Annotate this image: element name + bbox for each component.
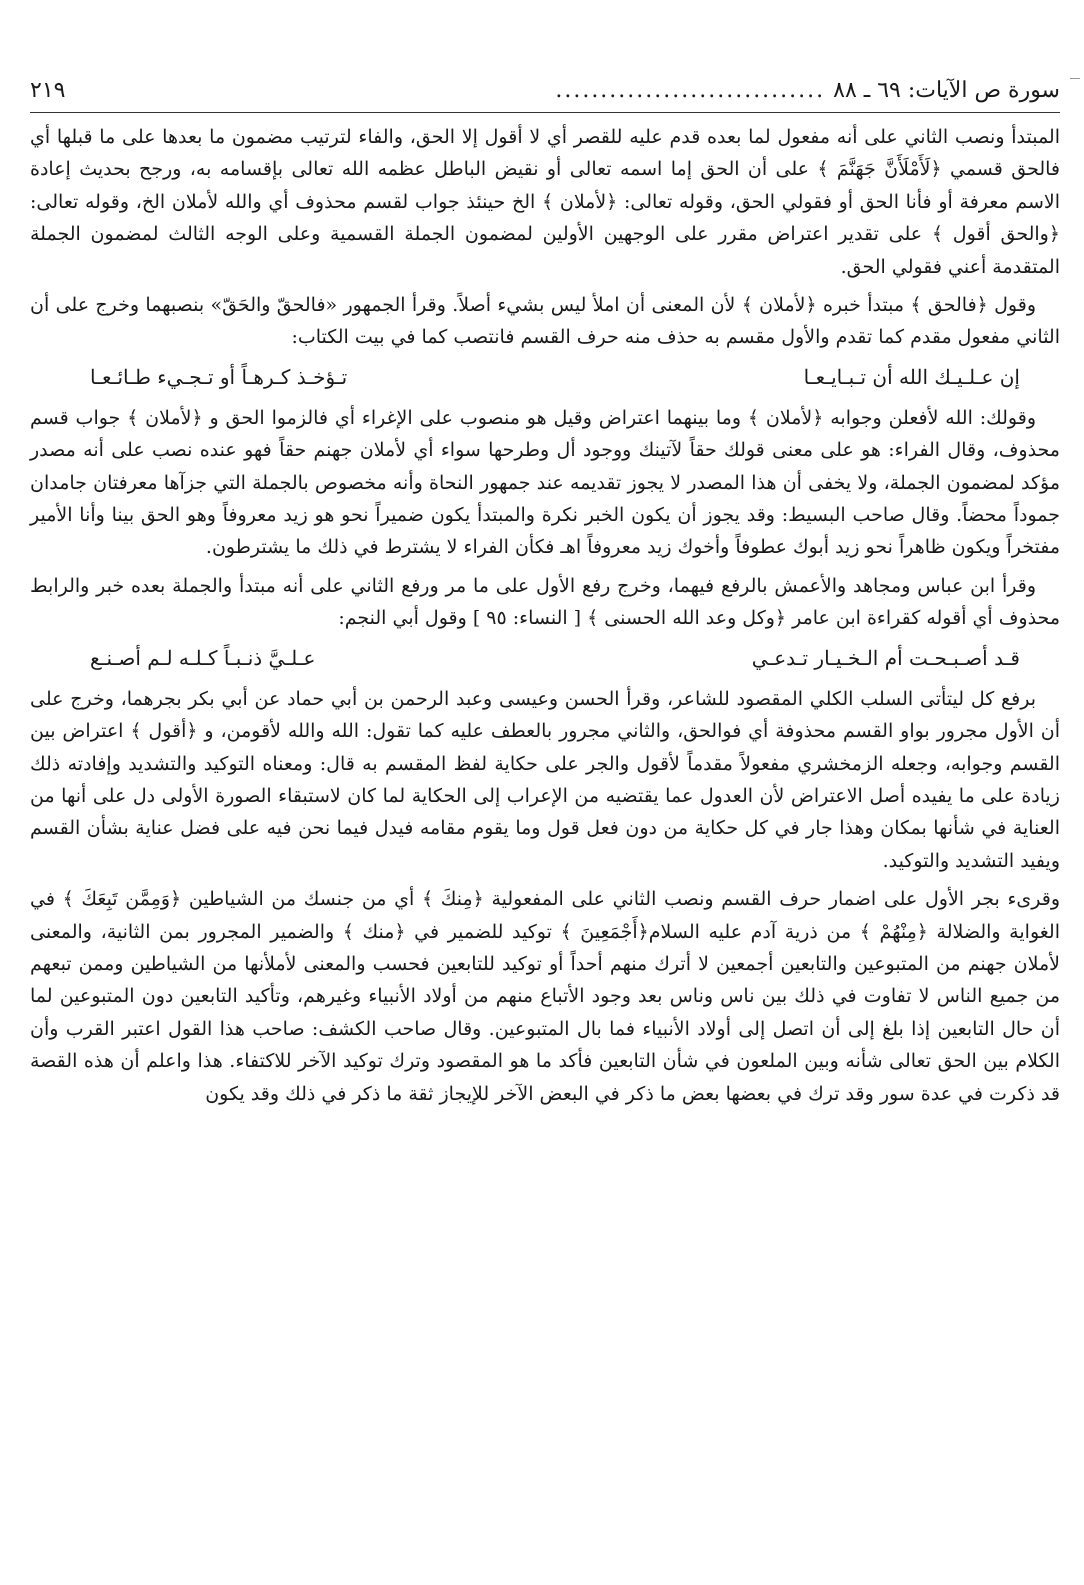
poetry-verse-2 <box>30 641 1060 675</box>
page-number: ٢١٩ <box>30 78 66 103</box>
paragraph-2: وقول ﴿فالحق ﴾ مبتدأ خبره ﴿لأملان ﴾ لأن المعنى أن املأ ليس بشيء أصلاً. وقرأ الجمهور «فالحقّ والحَقّ» بنصبهما وخرج على أن الثاني مفعول مقدم كما تقدم والأول مقسم به حذف منه حرف القسم فانتصب كما في بيت الكتاب: <box>30 294 1060 349</box>
paragraph-1: المبتدأ ونصب الثاني على أنه مفعول لما بعده قدم عليه للقصر أي لا أقول إلا الحق، والفاء لترتيب مضمون ما بعدها على ما قبلها أي فالحق قسمي ﴿لَأَمْلَأَنَّ جَهَنَّمَ ﴾ على أن الحق إما اسمه تعالى أو نقيض الباطل عظمه الله تعالى بإقسامه به، ورجح بحديث إعادة الاسم معرفة أو فأنا الحق أو فقولي الحق، وقوله تعالى: ﴿لأملان ﴾ الخ حينئذ جواب لقسم محذوف أي والله لأملان الخ، وقوله تعالى: ﴿والحق أقول ﴾ على تقدير اعتراض مقرر على الوجهين الأولين لمضمون الجملة القسمية وعلى الوجه الثالث لمضمون الجملة المتقدمة أعني فقولي الحق. <box>30 126 1060 278</box>
paragraph-3: وقولك: الله لأفعلن وجوابه ﴿لأملان ﴾ وما بينهما اعتراض وقيل هو منصوب على الإغراء أي فالزموا الحق و ﴿لأملان ﴾ جواب قسم محذوف، وقال الفراء: هو على معنى قولك حقاً لآتينك ووجود أل وطرحها سواء أي لأملان جهنم حقاً فهو عنده نصب على أنه مصدر مؤكد لمضمون الجملة، ولا يخفى أن هذا المصدر لا يجوز تقديمه عند جمهور النحاة وأنه مخصوص بالجملة التي جزآها معرفتان جامدان جموداً محضاً. وقال صاحب البسيط: وقد يجوز أن يكون الخبر نكرة والمبتدأ يكون ضميراً نحو هو زيد معروفاً وهو الحق بينا وأنا الأمير مفتخراً ويكون ظاهراً نحو زيد أبوك عطوفاً وأخوك زيد معروفاً اهـ فكأن الفراء لا يشترط في ذلك ما يشترطون. <box>30 406 1060 559</box>
paragraph-4: وقرأ ابن عباس ومجاهد والأعمش بالرفع فيهما، وخرج رفع الأول على ما مر ورفع الثاني على أنه مبتدأ والجملة بعده خبر والرابط محذوف أي أقوله كقراءة ابن عامر ﴿وكل وعد الله الحسنى ﴾ [ النساء: ٩٥ ] وقول أبي النجم: <box>30 574 1060 630</box>
paragraph-5: برفع كل ليتأتى السلب الكلي المقصود للشاعر، وقرأ الحسن وعيسى وعبد الرحمن بن أبي حماد عن أبي بكر بجرهما، وخرج على أن الأول مجرور بواو القسم محذوفة أي فوالحق، والثاني مجرور بالعطف عليه كما تقول: الله والله لأقومن، و ﴿أقول ﴾ اعتراض بين القسم وجوابه، وجعله الزمخشري مفعولاً مقدماً لأقول والجر على حكاية لفظ المقسم به قال: ومعناه التوكيد والتشديد وإفادته ذلك زيادة على ما يفيده أصل الاعتراض لأن العدول عما يقتضيه من الإعراب إلى الحكاية لما كان لاستبقاء الصورة الأولى دل على أنها من العناية في شأنها بمكان وهذا جار في كل حكاية من دون فعل قول وما يقوم مقامه فيدل فيما نحن فيه على فضل عناية بشأن القسم ويفيد التشديد والتوكيد. <box>30 687 1060 872</box>
verse-2-first-hemistich: قـد أصـبـحـت أم الـخـيـار تـدعـي <box>751 645 1020 670</box>
paragraph-6: وقرىء بجر الأول على اضمار حرف القسم ونصب الثاني على المفعولية ﴿مِنكَ ﴾ أي من جنسك من الشياطين ﴿وَمِمَّن تَبِعَكَ ﴾ في الغواية والضلالة ﴿مِنْهُمْ ﴾ من ذرية آدم عليه السلام﴿أَجْمَعِينَ ﴾ توكيد للضمير في ﴿منك ﴾ والضمير المجرور بمن الثانية، والمعنى لأملان جهنم من المتبوعين والتابعين أجمعين لا أترك منهم أحداً أو توكيد للتابعين فحسب والمعنى لأملأنها من الشياطين وممن تبعهم من جميع الناس لا تفاوت في ذلك بين ناس وناس بعد وجود الأتباع منهم من أولاد الأنبياء وغيرهم، وتأكيد التابعين دون المتبوعين لما أن حال التابعين إذا بلغ إلى أن اتصل إلى أولاد الأنبياء فما بال المتبوعين. وقال صاحب الكشف: صاحب هذا القول اعتبر القرب وأن الكلام بين الحق تعالى شأنه وبين الملعون في شأن التابعين فأكد ما هو المقصود وترك توكيد الآخر للاكتفاء. هذا واعلم أن هذه القصة قد ذكرت في عدة سور وقد ترك في بعضها بعض ما ذكر في البعض الآخر للإيجاز ثقة ما ذكر في ذلك وقد يكون <box>30 888 1060 1105</box>
page-body <box>30 121 1060 1110</box>
poetry-verse-1 <box>30 360 1060 394</box>
verse-2-second-hemistich: عـلـيَّ ذنـبـاً كـلـه لـم أصـنـع <box>90 645 316 670</box>
edge-mark <box>1070 78 1080 79</box>
page <box>30 78 1060 1116</box>
verse-1-first-hemistich: إن عـلـيـك الله أن تـبـايـعـا <box>803 364 1020 389</box>
header-dots: .............................. <box>555 78 826 103</box>
header-title: سورة ص الآيات: ٦٩ ـ ٨٨ <box>833 78 1060 103</box>
running-header <box>30 78 1060 113</box>
verse-1-second-hemistich: تـؤخـذ كـرهـاً أو تـجـيء طـائـعـا <box>90 364 348 389</box>
